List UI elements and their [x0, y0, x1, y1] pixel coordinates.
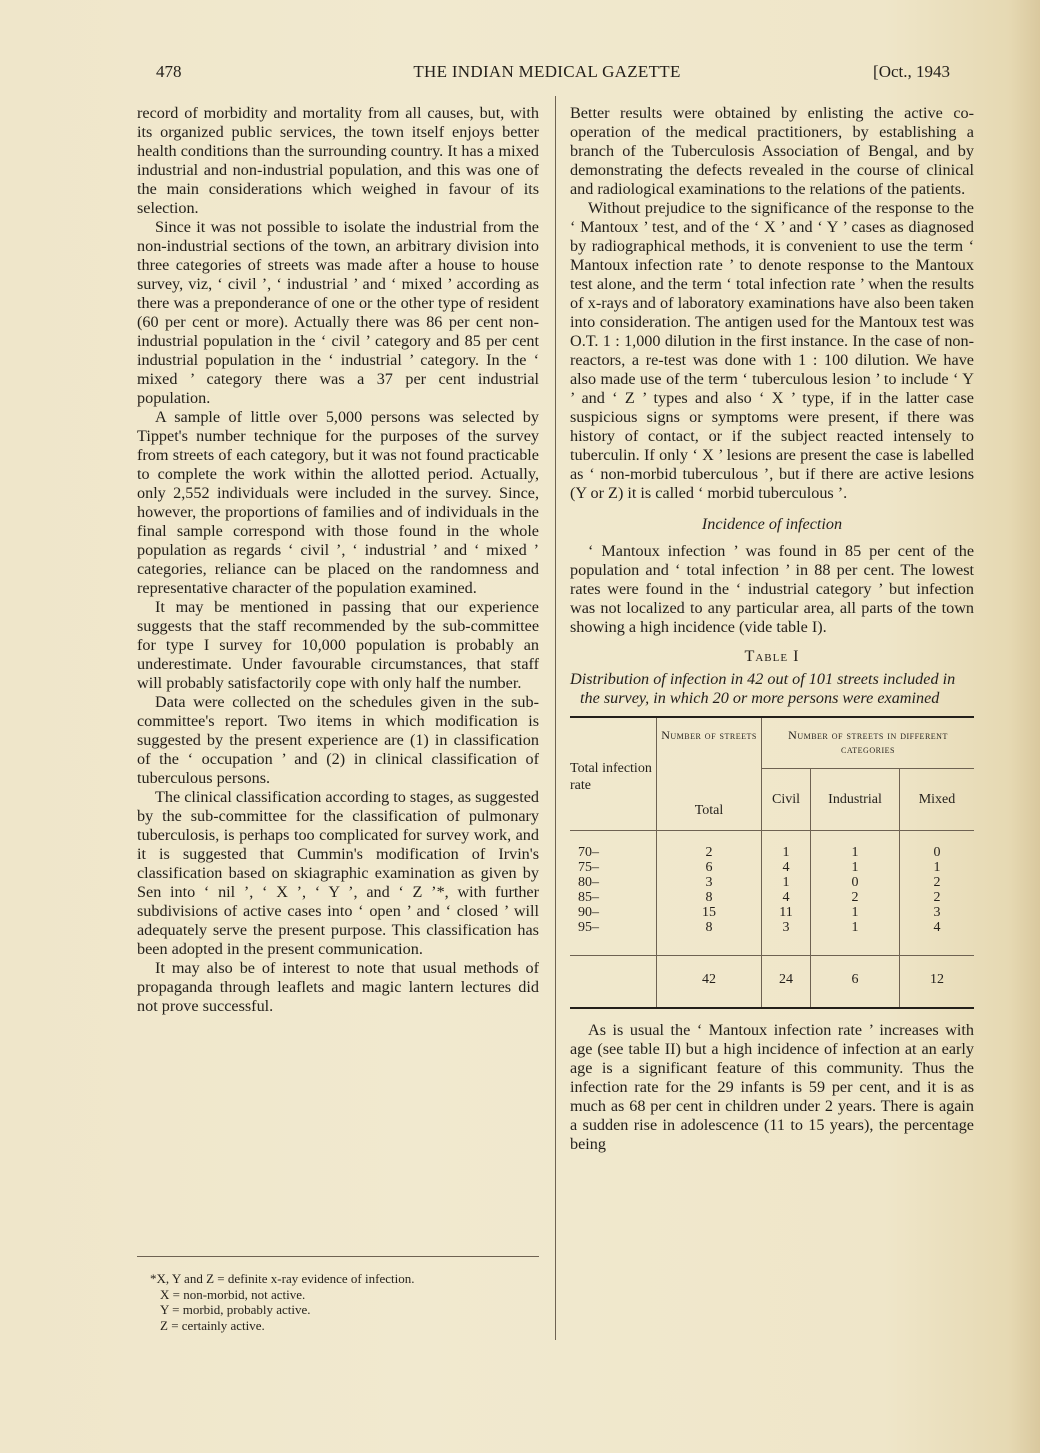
table-row [570, 920, 974, 956]
header-categories: Number of streets in different categories [762, 717, 975, 769]
left-column [137, 104, 539, 1016]
cell-industrial: 1 [811, 920, 900, 956]
body-paragraph: Without prejudice to the significance of the response to the ‘ Mantoux ’ test, and of the ‘ X ’ and ‘ Y ’ cases as diagnosed by radiographical methods, it is convenient to use the term ‘ Mantoux infection rate ’ to denote response to the Mantoux test alone, and the term ‘ total infection rate ’ when the results of x-rays and of laboratory examinations have also been taken into consideration. The antigen used for the Mantoux test was O.T. 1 : 1,000 dilution in the first instance. In the case of non-reactors, a re-test was done with 1 : 100 dilution. We have also made use of the term ‘ tuberculous lesion ’ to include ‘ Y ’ and ‘ Z ’ types and also ‘ X ’ type, if in the latter case suspicious signs or symptoms were present, if there was history of contact, or if the subject reacted intensely to tuberculin. If only ‘ X ’ lesions are present the case is labelled as ‘ non-morbid tuberculous ’, but if there are active lesions (Y or Z) it is called ‘ morbid tuberculous ’. [570, 199, 974, 502]
cell-industrial: 2 [811, 890, 900, 905]
body-paragraph: ‘ Mantoux infection ’ was found in 85 per cent of the population and ‘ total infection ’ in 88 per cent. The lowest rates were found in the ‘ industrial category ’ but infection was not localized to any particular area, all parts of the town showing a high incidence (vide table I). [570, 542, 974, 636]
subheader-total: Total [657, 769, 762, 831]
table-row [570, 860, 974, 875]
footnotes [150, 1271, 540, 1333]
footnote-rule [137, 1256, 539, 1257]
footnote-line: Y = morbid, probably active. [160, 1302, 311, 1317]
body-paragraph: As is usual the ‘ Mantoux infection rate ’ increases with age (see table II) but a high incidence of infection at an early age is a significant feature of this community. Thus the infection rate for the 29 infants is 59 per cent, and it is as much as 68 per cent in children under 2 years. There is again a sudden rise in adolescence (11 to 15 years), the percentage being [570, 1020, 974, 1153]
footnote-line: *X, Y and Z = definite x-ray evidence of infection. [150, 1271, 415, 1286]
cell-civil: 3 [762, 920, 811, 956]
subheader-mixed: Mixed [900, 769, 975, 831]
cell-industrial: 1 [811, 905, 900, 920]
table-title: Table I [744, 647, 800, 665]
table-totals-row [570, 955, 974, 1008]
cell-civil: 4 [762, 860, 811, 875]
body-paragraph: Better results were obtained by enlisting the active co-operation of the medical practitioners, by establishing a branch of the Tuberculosis Association of Bengal, and by demonstrating the defects revealed in the course of clinical and radiological examinations to the relations of the patients. [570, 104, 974, 198]
body-paragraph: record of morbidity and mortality from all causes, but, with its organized public services, the town itself enjoys better health conditions than the surrounding country. It has a mixed industrial and non-industrial population, and this was one of the main considerations which weighed in favour of its selection. [137, 104, 539, 217]
right-column [570, 104, 974, 1154]
cell-civil: 11 [762, 905, 811, 920]
footnote-line: Z = certainly active. [160, 1317, 265, 1333]
body-paragraph: The clinical classification according to stages, as suggested by the sub-committee for the classification of pulmonary tuberculosis, is perhaps too complicated for survey work, and it is suggested that Cummin's modification of Irvin's classification based on skiagraphic examination as given by Sen into ‘ nil ’, ‘ X ’, ‘ Y ’, and ‘ Z ’*, with further subdivisions of active cases into ‘ open ’ and ‘ closed ’ will adequately serve the present purpose. This classification has been adopted in the present communication. [137, 788, 539, 958]
cell-total: 8 [657, 920, 762, 956]
cell-civil: 1 [762, 830, 811, 860]
cell-industrial: 1 [811, 860, 900, 875]
body-paragraph: It may be mentioned in passing that our experience suggests that the staff recommended by the sub-committee for type I survey for 10,000 population is probably an underestimate. Under favourable circumstances, that staff will probably satisfactorily cope with only half the number. [137, 598, 539, 692]
header-rate: Total infection rate [570, 760, 652, 793]
cell-mixed: 2 [900, 875, 975, 890]
cell-total: 6 [657, 860, 762, 875]
column-divider [555, 96, 556, 1340]
cell-mixed: 3 [900, 905, 975, 920]
issue-date: [Oct., 1943 [873, 62, 950, 81]
table-row [570, 890, 974, 905]
cell-industrial: 1 [811, 830, 900, 860]
cell-mixed: 0 [900, 830, 975, 860]
table-caption: Distribution of infection in 42 out of 101 streets included in the survey, in which 20 or more persons were examined [570, 670, 956, 707]
cell-rate: 70– [578, 844, 599, 860]
body-paragraph: Data were collected on the schedules given in the sub-committee's report. Two items in which modification is suggested by the present experience are (1) in classification of the ‘ occupation ’ and (2) in clinical classification of tuberculous persons. [137, 693, 539, 787]
total-civil: 24 [762, 955, 811, 1008]
total-industrial: 6 [811, 955, 900, 1008]
body-paragraph: Since it was not possible to isolate the industrial from the non-industrial sections of the town, an arbitrary division into three categories of streets was made after a house to house survey, viz, ‘ civil ’, ‘ industrial ’ and ‘ mixed ’ according as there was a preponderance of one or the other type of resident (60 per cent or more). Actually there was 86 per cent non-industrial population in the ‘ civil ’ category and 85 per cent industrial population in the ‘ industrial ’ category. In the ‘ mixed ’ category there was a 37 per cent industrial population. [137, 218, 539, 407]
cell-mixed: 2 [900, 890, 975, 905]
total-total: 42 [657, 955, 762, 1008]
cell-rate: 95– [578, 919, 599, 935]
infection-table [570, 716, 974, 1009]
table-row [570, 830, 974, 860]
cell-total: 15 [657, 905, 762, 920]
cell-civil: 4 [762, 890, 811, 905]
table-row [570, 905, 974, 920]
cell-rate: 80– [578, 874, 599, 890]
running-header [140, 62, 954, 86]
section-heading: Incidence of infection [701, 515, 843, 533]
body-paragraph: It may also be of interest to note that usual methods of propaganda through leaflets and magic lantern lectures did not prove successful. [137, 959, 539, 1015]
cell-industrial: 0 [811, 875, 900, 890]
header-streets: Number of streets [657, 717, 762, 769]
journal-title: THE INDIAN MEDICAL GAZETTE [413, 62, 681, 81]
cell-rate: 90– [578, 904, 599, 920]
total-mixed: 12 [900, 955, 975, 1008]
cell-rate: 85– [578, 889, 599, 905]
cell-mixed: 1 [900, 860, 975, 875]
subheader-civil: Civil [762, 769, 811, 831]
table-row [570, 875, 974, 890]
cell-total: 3 [657, 875, 762, 890]
cell-total: 8 [657, 890, 762, 905]
body-paragraph: A sample of little over 5,000 persons was selected by Tippet's number technique for the purposes of the survey from streets of each category, but it was not found practicable to complete the work within the allotted period. Actually, only 2,552 individuals were included in the survey. Since, however, the proportions of families and of individuals in the final sample correspond with those found in the whole population as regards ‘ civil ’, ‘ industrial ’ and ‘ mixed ’ categories, reliance can be placed on the randomness and representative character of the population examined. [137, 408, 539, 597]
cell-rate: 75– [578, 859, 599, 875]
cell-mixed: 4 [900, 920, 975, 956]
footnote-line: X = non-morbid, not active. [160, 1286, 306, 1302]
subheader-industrial: Industrial [811, 769, 900, 831]
cell-total: 2 [657, 830, 762, 860]
cell-civil: 1 [762, 875, 811, 890]
page-number: 478 [156, 62, 182, 81]
